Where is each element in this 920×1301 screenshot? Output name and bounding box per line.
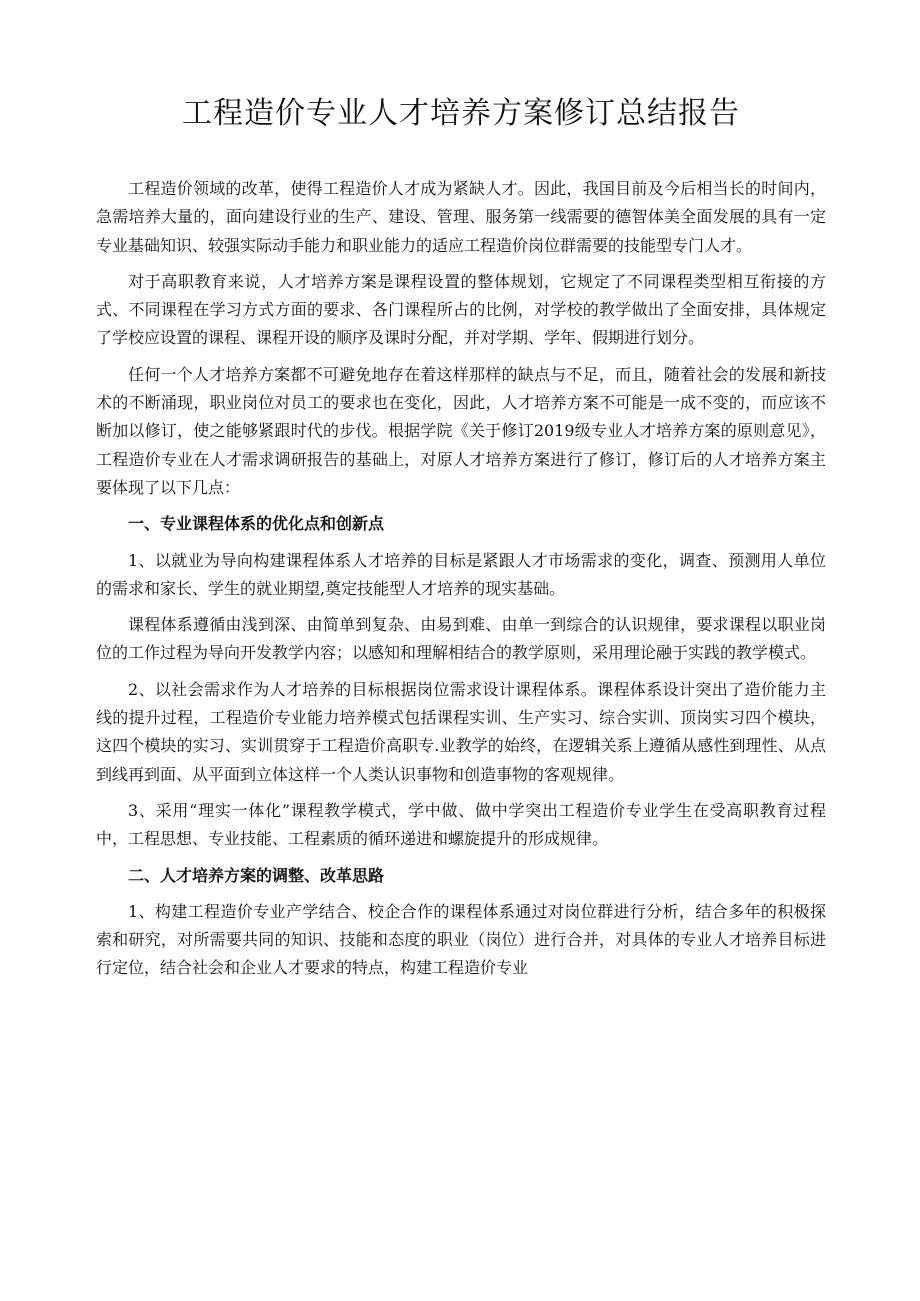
paragraph-curriculum-system: 课程体系遵循由浅到深、由简单到复杂、由易到难、由单一到综合的认识规律，要求课程以职业岗位的工作过程为导向开发教学内容；以感知和理解相结合的教学原则，采用理论融于实践的教学模式。 [96,615,826,663]
paragraph-intro: 工程造价领域的改革，使得工程造价人才成为紧缺人才。因此，我国目前及今后相当长的时间内，急需培养大量的，面向建设行业的生产、建设、管理、服务第一线需要的德智体美全面发展的具有一定专业基础知识、较强实际动手能力和职业能力的适应工程造价岗位群需要的技能型专门人才。 [96,179,826,255]
paragraph-point-1: 1、以就业为导向构建课程体系人才培养的目标是紧跟人才市场需求的变化，调查、预测用人单位的需求和家长、学生的就业期望,奠定技能型人才培养的现实基础。 [96,550,826,598]
section-heading-2: 二、人才培养方案的调整、改革思路 [128,865,385,885]
paragraph-training-plan-definition: 对于高职教育来说，人才培养方案是课程设置的整体规划，它规定了不同课程类型相互衔接的方式、不同课程在学习方式方面的要求、各门课程所占的比例，对学校的教学做出了全面安排，具体规定了学校应设置的课程、课程开设的顺序及课时分配，并对学期、学年、假期进行划分。 [96,271,826,348]
document-title: 工程造价专业人才培养方案修订总结报告 [182,96,740,131]
document-body [96,175,826,983]
section-heading-1: 一、专业课程体系的优化点和创新点 [128,514,385,534]
paragraph-point-2: 2、以社会需求作为人才培养的目标根据岗位需求设计课程体系。课程体系设计突出了造价能力主线的提升过程，工程造价专业能力培养模式包括课程实训、生产实习、综合实训、顶岗实习四个模块，这四个模块的实习、实训贯穿于工程造价高职专.业教学的始终，在逻辑关系上遵循从感性到理性、从点到线再到面、从平面到立体这样一个人类认识事物和创造事物的客观规律。 [96,679,826,784]
paragraph-point-3: 3、采用“理实一体化”课程教学模式，学中做、做中学突出工程造价专业学生在受高职教育过程中，工程思想、专业技能、工程素质的循环递进和螺旋提升的形成规律。 [96,800,826,849]
paragraph-section-2-point-1: 1、构建工程造价专业产学结合、校企合作的课程体系通过对岗位群进行分析，结合多年的积极探索和研究，对所需要共同的知识、技能和态度的职业（岗位）进行合并，对具体的专业人才培养目标进行定位，结合社会和企业人才要求的特点，构建工程造价专业 [96,901,826,978]
paragraph-revision-reason: 任何一个人才培养方案都不可避免地存在着这样那样的缺点与不足，而且，随着社会的发展和新技术的不断涌现，职业岗位对员工的要求也在变化，因此，人才培养方案不可能是一成不变的，而应该不断加以修订，使之能够紧跟时代的步伐。根据学院《关于修订2019级专业人才培养方案的原则意见》，工程造价专业在人才需求调研报告的基础上，对原人才培养方案进行了修订，修订后的人才培养方案主要体现了以下几点： [96,364,826,497]
